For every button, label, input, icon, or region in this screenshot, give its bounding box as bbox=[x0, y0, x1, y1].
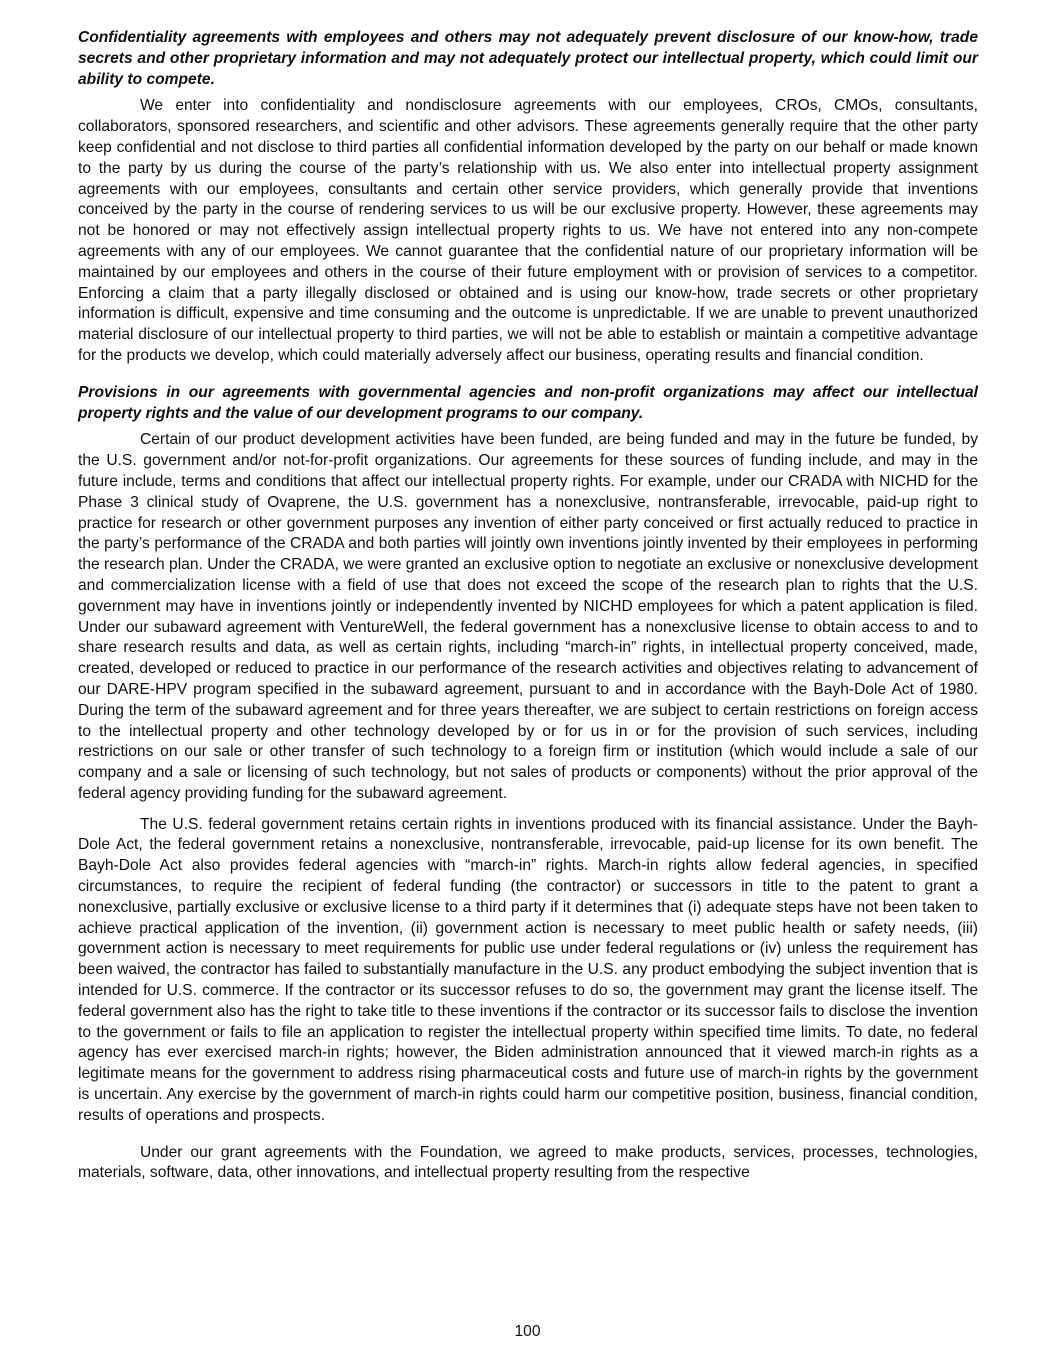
paragraph-funding: Certain of our product development activities have been funded, are being funded and may in the future be funded, by the U.S. government and/or not-for-profit organizations. Our agreements for these sources of funding include, and may in the future include, terms and conditions that affect our intellectual property rights. For example, under our CRADA with NICHD for the Phase 3 clinical study of Ovaprene, the U.S. government has a nonexclusive, nontransferable, irrevocable, paid-up right to practice for research or other government purposes any invention of either party conceived or first actually reduced to practice in the party’s performance of the CRADA and both parties will jointly own inventions jointly invented by their employees in performing the research plan. Under the CRADA, we were granted an exclusive option to negotiate an exclusive or nonexclusive development and commercialization license with a field of use that does not exceed the scope of the research plan to rights that the U.S. government may have in inventions jointly or independently invented by NICHD employees for which a patent application is filed. Under our subaward agreement with VentureWell, the federal government has a nonexclusive license to obtain access to and to share research results and data, as well as certain rights, including “march-in” rights, in intellectual property conceived, made, created, developed or reduced to practice in our performance of the research activities and objectives relating to advancement of our DARE-HPV program specified in the subaward agreement, pursuant to and in accordance with the Bayh-Dole Act of 1980. During the term of the subaward agreement and for three years thereafter, we are subject to certain restrictions on foreign access to the intellectual property and other technology developed by or for us in or for the provision of such services, including restrictions on our sale or other transfer of such technology to a foreign firm or institution (which would include a sale of our company and a sale or licensing of such technology, but not sales of products or components) without the prior approval of the federal agency providing funding for the subaward agreement. bbox=[78, 431, 978, 802]
page-number: 100 bbox=[514, 1323, 541, 1340]
section-heading-government-agreements: Provisions in our agreements with governmental agencies and non-profit organizations may affect our intellectual property rights and the value of our development programs to our company. bbox=[78, 383, 978, 422]
paragraph-foundation-grant: Under our grant agreements with the Foundation, we agreed to make products, services, processes, technologies, materials, software, data, other innovations, and intellectual property resulting from the respective bbox=[78, 1143, 978, 1182]
document-page bbox=[78, 28, 978, 1194]
paragraph-confidentiality: We enter into confidentiality and nondisclosure agreements with our employees, CROs, CMOs, consultants, collaborators, sponsored researchers, and scientific and other advisors. These agreements generally require that the other party keep confidential and not disclose to third parties all confidential information developed by the party on our behalf or made known to the party by us during the course of the party’s relationship with us. We also enter into intellectual property assignment agreements with our employees, consultants and certain other service providers, which generally provide that inventions conceived by the party in the course of rendering services to us will be our exclusive property. However, these agreements may not be honored or may not effectively assign intellectual property rights to us. We have not entered into any non-compete agreements with any of our employees. We cannot guarantee that the confidential nature of our proprietary information will be maintained by our employees and others in the course of their future employment with or provision of services to a competitor. Enforcing a claim that a party illegally disclosed or obtained and is using our know-how, trade secrets or other proprietary information is difficult, expensive and time consuming and the outcome is unpredictable. If we are unable to prevent unauthorized material disclosure of our intellectual property to third parties, we will not be able to establish or maintain a competitive advantage for the products we develop, which could materially adversely affect our business, operating results and financial condition. bbox=[78, 97, 978, 364]
paragraph-bayh-dole: The U.S. federal government retains certain rights in inventions produced with its financial assistance. Under the Bayh-Dole Act, the federal government retains a nonexclusive, nontransferable, irrevocable, paid-up license for its own benefit. The Bayh-Dole Act also provides federal agencies with “march-in” rights. March-in rights allow federal agencies, in specified circumstances, to require the recipient of federal funding (the contractor) or successors in title to the patent to grant a nonexclusive, partially exclusive or exclusive license to a third party if it determines that (i) adequate steps have not been taken to achieve practical application of the invention, (ii) government action is necessary to meet public health or safety needs, (iii) government action is necessary to meet requirements for public use under federal regulations or (iv) unless the requirement has been waived, the contractor has failed to substantially manufacture in the U.S. any product embodying the subject invention that is intended for U.S. commerce. If the contractor or its successor refuses to do so, the government may grant the license itself. The federal government also has the right to take title to these inventions if the contractor or its successor fails to disclose the invention to the government or fails to file an application to register the intellectual property within specified time limits. To date, no federal agency has ever exercised march-in rights; however, the Biden administration announced that it viewed march-in rights as a legitimate means for the government to address rising pharmaceutical costs and future use of march-in rights by the government is uncertain. Any exercise by the government of march-in rights could harm our competitive position, business, financial condition, results of operations and prospects. bbox=[78, 815, 978, 1124]
section-heading-confidentiality: Confidentiality agreements with employees and others may not adequately prevent disclosure of our know-how, trade secrets and other proprietary information and may not adequately protect our intellectual property, which could limit our ability to compete. bbox=[78, 29, 978, 88]
